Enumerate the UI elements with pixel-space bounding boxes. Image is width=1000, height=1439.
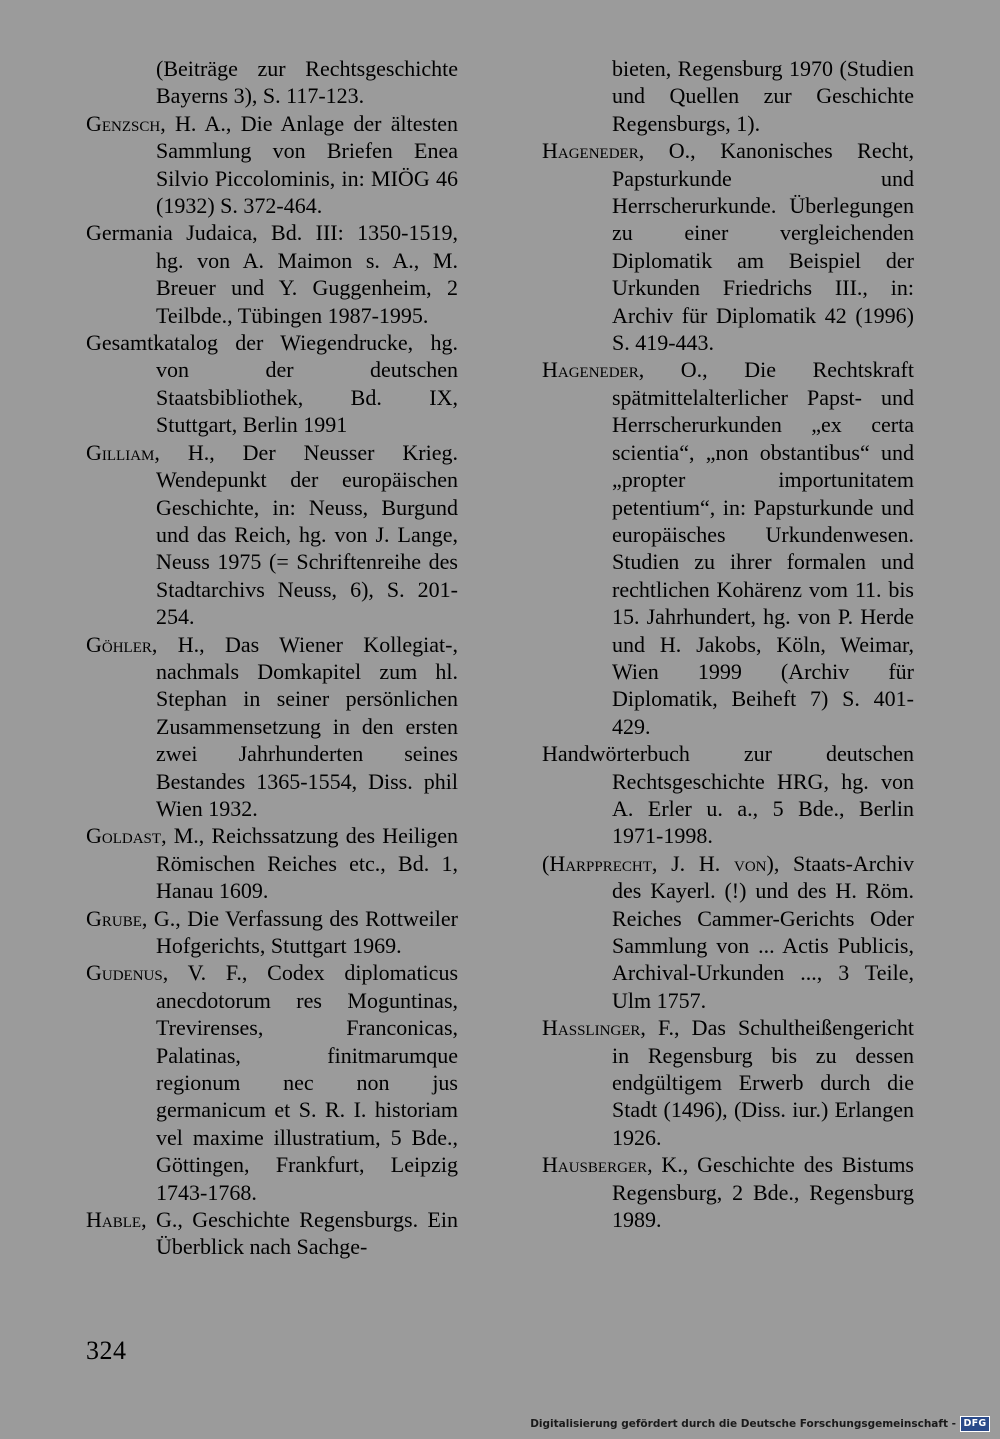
entry-author: Genzsch xyxy=(86,110,161,136)
entry-author: Hausberger xyxy=(542,1152,648,1178)
footer-text: Digitalisierung gefördert durch die Deutsche Forschungsgemeinschaft - xyxy=(530,1418,956,1430)
entry-author: Hable xyxy=(86,1207,142,1233)
entry-text: Handwörterbuch zur deutschen Rechtsgeschichte HRG, hg. von A. Erler u. a., 5 Bde., Berlin 1971-1998. xyxy=(542,741,914,849)
entry-text: , K., Geschichte des Bistums Regensburg, 2 Bde., Regensburg 1989. xyxy=(612,1152,914,1233)
entry-author: Grube xyxy=(86,905,142,931)
entry-text: , O., Die Rechtskraft spätmittelalterlicher Papst- und Herrscherurkunden „ex certa scientia“, „non obstantibus“ und „propter importunitatem petentium“, in: Papsturkunde und europäisches Urkundenwesen. Studien zu ihrer formalen und rechtlichen Kohärenz vom 11. bis 15. Jahrhundert, hg. von P. Herde und H. Jakobs, Köln, Weimar, Wien 1999 (Archiv für Diplomatik, Beiheft 7) S. 401-429. xyxy=(612,357,914,739)
entry-text: , H., Der Neusser Krieg. Wendepunkt der europäischen Geschichte, in: Neuss, Burgund und das Reich, hg. von J. Lange, Neuss 1975 (= Schriftenreihe des Stadtarchivs Neuss, 6), S. 201-254. xyxy=(154,439,458,630)
bibliography-entry xyxy=(86,439,458,631)
entry-text: Gesamtkatalog der Wiegendrucke, hg. von der deutschen Staatsbibliothek, Bd. IX, Stuttgart, Berlin 1991 xyxy=(86,330,458,438)
bibliography-entry xyxy=(86,55,458,110)
bibliography-entry xyxy=(86,905,458,960)
entry-text: , M., Reichssatzung des Heiligen Römischen Reiches etc., Bd. 1, Hanau 1609. xyxy=(156,823,458,904)
entry-author: Göhler xyxy=(86,631,152,657)
page-number: 324 xyxy=(86,1336,127,1365)
entry-text: (Beiträge zur Rechtsgeschichte Bayerns 3), S. 117-123. xyxy=(156,56,458,109)
entry-author: Gilliam xyxy=(86,439,155,465)
entry-author: Hageneder xyxy=(542,138,639,164)
bibliography-entry xyxy=(542,1151,914,1233)
bibliography-entry xyxy=(86,959,458,1206)
bibliography-entry xyxy=(542,356,914,740)
entry-author: Gudenus xyxy=(86,960,163,986)
bibliography-entry xyxy=(542,137,914,356)
entry-text: , H., Das Wiener Kollegiat-, nachmals Domkapitel zum hl. Stephan in seiner persönlichen Zusammensetzung in den ersten zwei Jahrhunderten seines Bestandes 1365-1554, Diss. phil Wien 1932. xyxy=(151,631,458,821)
entry-text: , G., Geschichte Regensburgs. Ein Überblick nach Sachge- xyxy=(141,1207,458,1260)
bibliography-entry xyxy=(86,110,458,220)
entry-author: Hageneder xyxy=(542,357,639,383)
entry-author: Hasslinger xyxy=(542,1015,641,1041)
entry-text: bieten, Regensburg 1970 (Studien und Quellen zur Geschichte Regensburgs, 1). xyxy=(612,56,914,136)
entry-author: (Harpprecht, J. H. von) xyxy=(542,850,774,876)
entry-text: , H. A., Die Anlage der ältesten Sammlung von Briefen Enea Silvio Piccolominis, in: MIÖG 46 (1932) S. 372-464. xyxy=(156,110,458,219)
bibliography-entry xyxy=(542,55,914,137)
dfg-logo-icon: DFG xyxy=(960,1416,990,1432)
entry-text: , G., Die Verfassung des Rottweiler Hofgerichts, Stuttgart 1969. xyxy=(141,905,458,958)
entry-text: , F., Das Schultheißengericht in Regensburg bis zu dessen endgültigem Erwerb durch die Stadt (1496), (Diss. iur.) Erlangen 1926. xyxy=(612,1015,914,1150)
entry-text: , V. F., Codex diplomaticus anecdotorum res Moguntinas, Trevirenses, Franconicas, Palatinas, finitmarumque regionum nec non jus germanicum et S. R. I. historiam vel maxime illustratium, 5 Bde., Göttingen, Frankfurt, Leipzig 1743-1768. xyxy=(156,960,458,1205)
bibliography-entry xyxy=(86,219,458,329)
digitization-footer xyxy=(530,1415,990,1433)
bibliography-column-right xyxy=(542,55,914,1233)
entry-text: , O., Kanonisches Recht, Papsturkunde und Herrscherurkunde. Überlegungen zu einer vergleichenden Diplomatik am Beispiel der Urkunden Friedrichs III., in: Archiv für Diplomatik 42 (1996) S. 419-443. xyxy=(612,138,914,356)
bibliography-entry xyxy=(86,822,458,904)
entry-text: , Staats-Archiv des Kayerl. (!) und des H. Röm. Reiches Cammer-Gerichts Oder Sammlung von ... Actis Publicis, Archival-Urkunden ..., 3 Teile, Ulm 1757. xyxy=(612,850,914,1013)
bibliography-entry xyxy=(542,1014,914,1151)
bibliography-entry xyxy=(542,740,914,850)
entry-author: Goldast xyxy=(86,823,162,849)
bibliography-entry xyxy=(86,631,458,823)
bibliography-column-left xyxy=(86,55,458,1261)
bibliography-entry xyxy=(86,329,458,439)
bibliography-entry xyxy=(86,1206,458,1261)
entry-text: Germania Judaica, Bd. III: 1350-1519, hg. von A. Maimon s. A., M. Breuer und Y. Guggenheim, 2 Teilbde., Tübingen 1987-1995. xyxy=(86,220,458,328)
bibliography-entry xyxy=(542,850,914,1014)
